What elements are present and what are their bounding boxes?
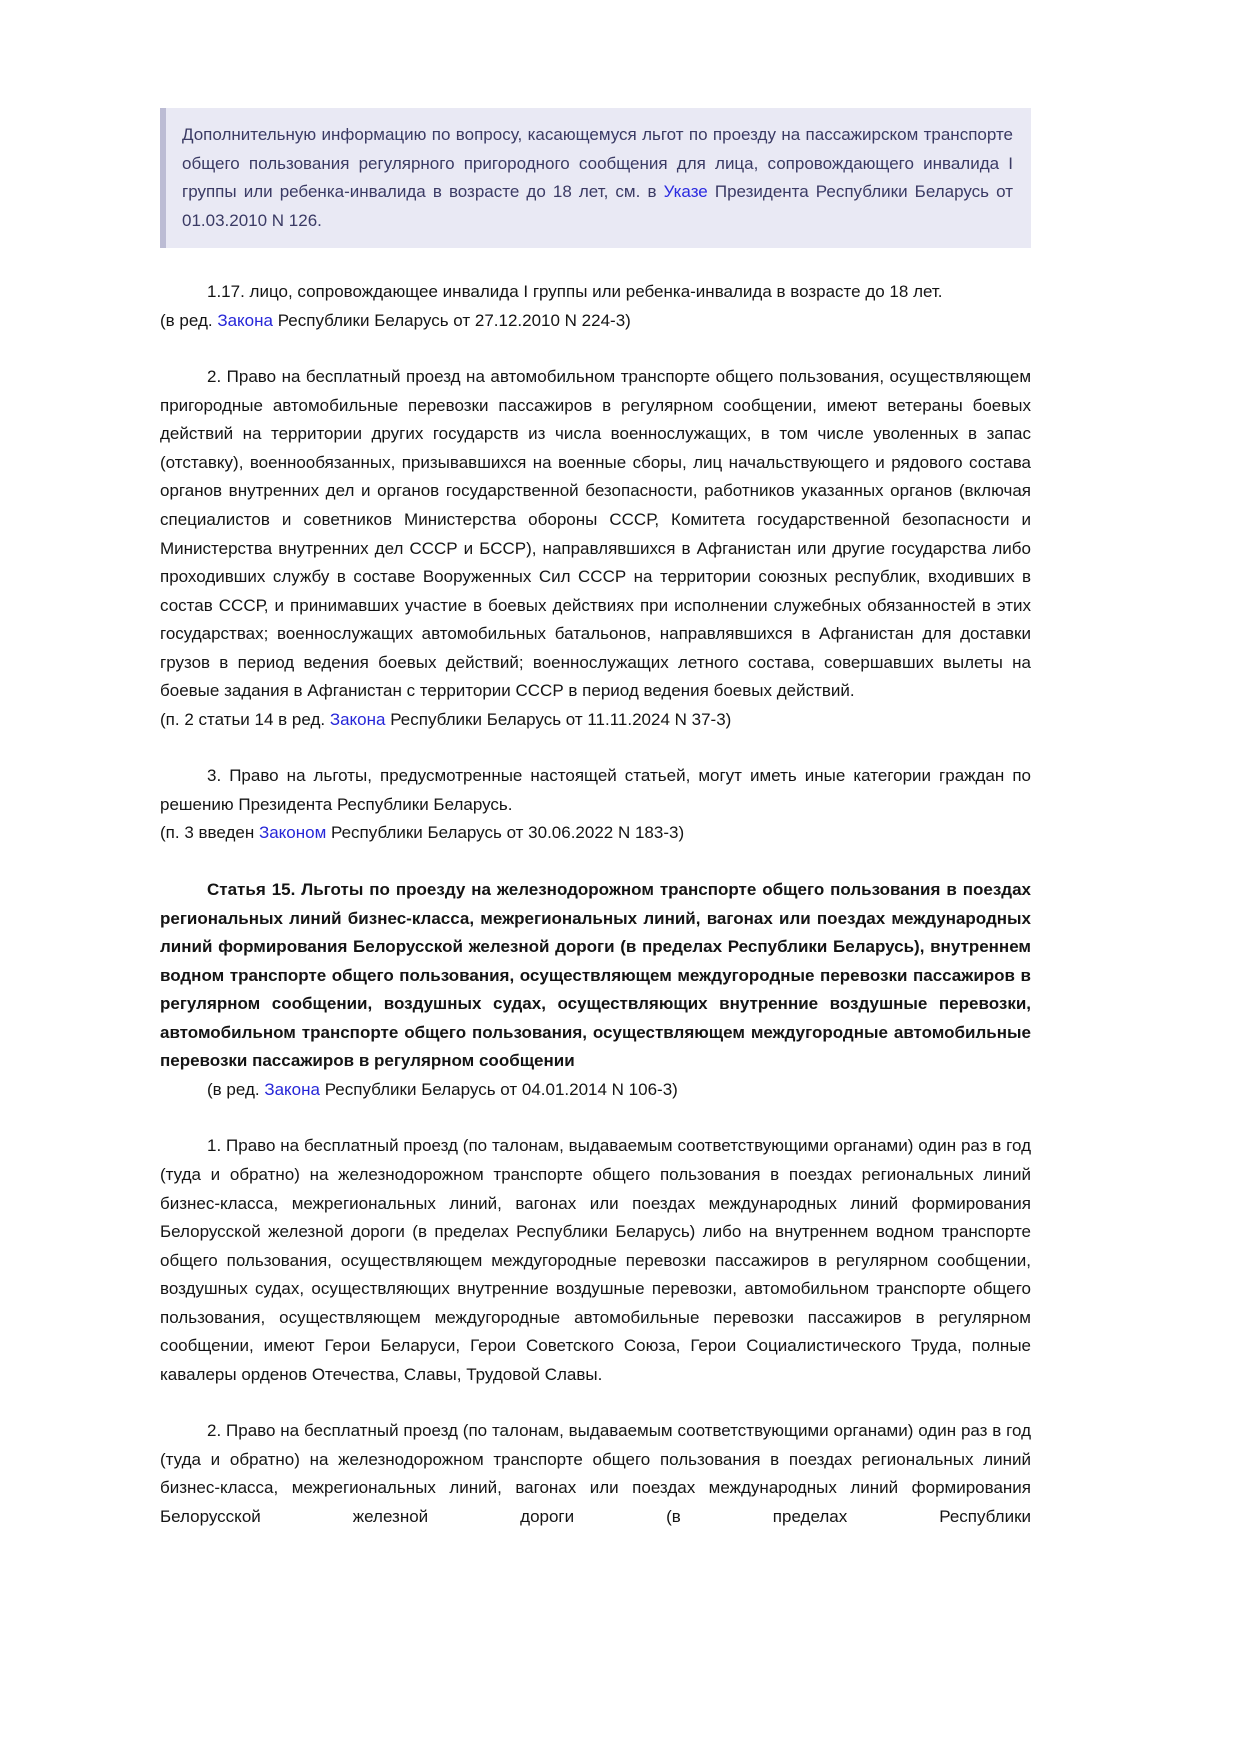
text-run: Республики Беларусь от 04.01.2014 N 106-3) [319,1079,678,1099]
text-run: Президента Республики Беларусь от 01.03.2010 N 126. [182,182,1013,230]
text-run: 2. Право на бесплатный проезд на автомобильном транспорте общего пользования, осуществляющем пригородные автомобильные перевозки пассажиров в регулярном сообщении, имеют ветераны боевых действий на территории других государств из числа военнослужащих, в том числе уволенных в запас (отставку), военнообязанных, призывавшихся на военные сборы, лиц начальствующего и рядового состава органов внутренних дел и органов государственной безопасности, работников указанных органов (включая специалистов и советников Министерства обороны СССР, Комитета государственной безопасности и Министерства внутренних дел СССР и БССР), направлявшихся в Афганистан или другие государства либо проходивших службу в составе Вооруженных Сил СССР на территории союзных республик, входивших в состав СССР, и принимавших участие в боевых действиях при исполнении служебных обязанностей в этих государствах; военнослужащих автомобильных батальонов, направлявшихся в Афганистан для доставки грузов в период ведения боевых действий; военнослужащих летного состава, совершавших вылеты на боевые задания в Афганистан с территории СССР в период ведения боевых действий. [160,367,1031,701]
text-run: 1.17. лицо, сопровождающее инвалида I группы или ребенка-инвалида в возрасте до 18 лет. [207,282,943,302]
revision-note [160,706,1031,735]
document-body [160,278,1031,1531]
text-run: 2. Право на бесплатный проезд (по талонам, выдаваемым соответствующими органами) один раз в год (туда и обратно) на железнодорожном транспорте общего пользования в поездах региональных линий бизнес-класса, межрегиональных линий, вагонах или поездах международных линий формирования Белорусской железной дороги (в пределах Республики [160,1421,1031,1526]
law-link[interactable]: Закона [264,1079,320,1099]
revision-note [160,1076,1031,1105]
text-run: (в ред. [160,310,218,330]
info-box [160,108,1031,248]
law-link[interactable]: Законом [258,823,327,843]
paragraph [160,1132,1031,1389]
revision-note [160,819,1031,848]
paragraph [160,363,1031,706]
paragraph [160,278,1031,307]
info-box-text [182,121,1013,235]
revision-note [160,307,1031,336]
text-run: Дополнительную информацию по вопросу, касающемуся льгот по проезду на пассажирском транспорте общего пользования регулярного пригородного сообщения для лица, сопровождающего инвалида I группы или ребенка-инвалида в возрасте до 18 лет, см. в [182,125,1013,202]
text-run: (в ред. [207,1079,265,1099]
text-run: Статья 15. Льготы по проезду на железнодорожном транспорте общего пользования в поездах региональных линий бизнес-класса, межрегиональных линий, вагонах или поездах международных линий формирования Белорусской железной дороги (в пределах Республики Беларусь), внутреннем водном транспорте общего пользования, осуществляющем междугородные перевозки пассажиров в регулярном сообщении, воздушных судах, осуществляющих внутренние воздушные перевозки, автомобильном транспорте общего пользования, осуществляющем междугородные автомобильные перевозки пассажиров в регулярном сообщении [160,880,1031,1071]
text-run: Республики Беларусь от 11.11.2024 N 37-3) [385,709,732,729]
law-link[interactable]: Закона [217,310,273,330]
law-link[interactable]: Закона [329,709,386,729]
text-run: Республики Беларусь от 30.06.2022 N 183-3) [326,823,685,843]
text-run: (п. 3 введен [160,823,259,843]
text-run: (п. 2 статьи 14 в ред. [160,709,330,729]
text-run: 1. Право на бесплатный проезд (по талонам, выдаваемым соответствующими органами) один раз в год (туда и обратно) на железнодорожном транспорте общего пользования в поездах региональных линий бизнес-класса, межрегиональных линий, вагонах или поездах международных линий формирования Белорусской железной дороги (в пределах Республики Беларусь) либо на внутреннем водном транспорте общего пользования, осуществляющем междугородные перевозки пассажиров в регулярном сообщении, воздушных судах, осуществляющих внутренние воздушные перевозки, автомобильном транспорте общего пользования, осуществляющем междугородные автомобильные перевозки пассажиров в регулярном сообщении, имеют Герои Беларуси, Герои Советского Союза, Герои Социалистического Труда, полные кавалеры орденов Отечества, Славы, Трудовой Славы. [160,1136,1031,1384]
text-run: Республики Беларусь от 27.12.2010 N 224-3) [272,310,631,330]
law-link[interactable]: Указе [663,182,708,202]
paragraph [160,1417,1031,1531]
text-run: 3. Право на льготы, предусмотренные настоящей статьей, могут иметь иные категории граждан по решению Президента Республики Беларусь. [160,766,1031,814]
paragraph [160,762,1031,819]
article-heading [160,876,1031,1076]
